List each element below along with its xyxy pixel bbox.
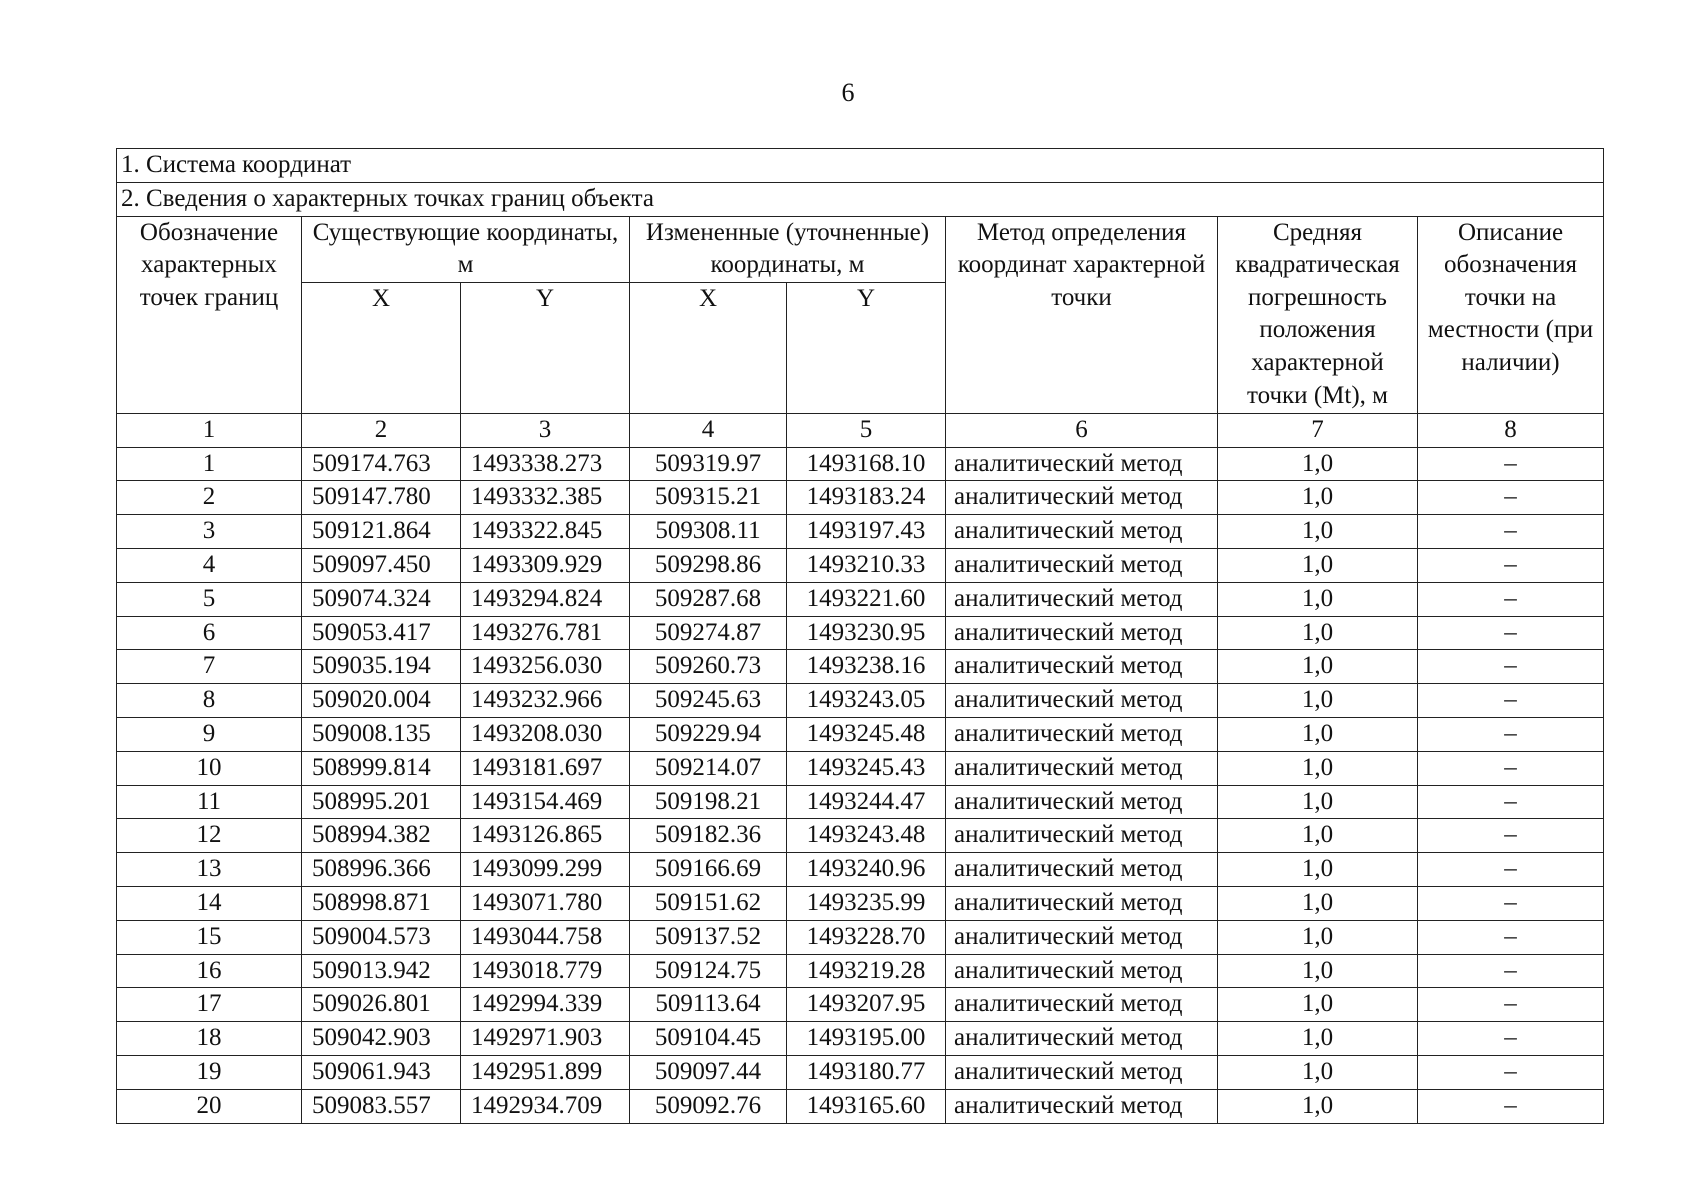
cell-changed-y: 1493244.47 [787,785,946,819]
cell-existing-y: 1493322.845 [461,515,630,549]
cell-changed-x: 509308.11 [630,515,787,549]
cell-existing-x: 508994.382 [302,819,461,853]
cell-error: 1,0 [1218,650,1418,684]
cell-point-number: 7 [117,650,302,684]
table-row [117,785,1604,819]
cell-existing-x: 509097.450 [302,548,461,582]
cell-description: – [1418,751,1604,785]
table-row [117,1055,1604,1089]
cell-description: – [1418,954,1604,988]
cell-point-number: 2 [117,481,302,515]
cell-description: – [1418,1022,1604,1056]
cell-description: – [1418,447,1604,481]
header-existing-coordinates: Существующие координаты, м [302,216,630,282]
cell-error: 1,0 [1218,988,1418,1022]
section-coordinate-system: 1. Система координат [117,149,1604,183]
cell-error: 1,0 [1218,751,1418,785]
cell-method: аналитический метод [946,684,1218,718]
cell-existing-x: 509074.324 [302,582,461,616]
header-row [117,216,1604,282]
cell-changed-x: 509151.62 [630,886,787,920]
table-row [117,548,1604,582]
cell-existing-y: 1493332.385 [461,481,630,515]
cell-changed-y: 1493221.60 [787,582,946,616]
cell-existing-x: 509013.942 [302,954,461,988]
cell-point-number: 10 [117,751,302,785]
cell-changed-x: 509124.75 [630,954,787,988]
cell-existing-x: 509042.903 [302,1022,461,1056]
cell-changed-x: 509113.64 [630,988,787,1022]
cell-point-number: 17 [117,988,302,1022]
cell-changed-y: 1493243.05 [787,684,946,718]
cell-existing-x: 509174.763 [302,447,461,481]
column-number: 6 [946,413,1218,447]
table-row [117,853,1604,887]
cell-changed-y: 1493180.77 [787,1055,946,1089]
cell-description: – [1418,886,1604,920]
cell-existing-y: 1493276.781 [461,616,630,650]
cell-description: – [1418,988,1604,1022]
table-row [117,954,1604,988]
cell-existing-y: 1493294.824 [461,582,630,616]
table-row [117,684,1604,718]
cell-changed-y: 1493245.43 [787,751,946,785]
cell-changed-x: 509315.21 [630,481,787,515]
cell-changed-x: 509245.63 [630,684,787,718]
cell-description: – [1418,853,1604,887]
cell-existing-x: 509026.801 [302,988,461,1022]
cell-existing-x: 508996.366 [302,853,461,887]
cell-existing-x: 509061.943 [302,1055,461,1089]
cell-point-number: 6 [117,616,302,650]
cell-changed-x: 509097.44 [630,1055,787,1089]
cell-description: – [1418,785,1604,819]
cell-changed-x: 509166.69 [630,853,787,887]
cell-changed-x: 509137.52 [630,920,787,954]
cell-method: аналитический метод [946,650,1218,684]
cell-description: – [1418,920,1604,954]
cell-method: аналитический метод [946,1055,1218,1089]
cell-existing-y: 1493044.758 [461,920,630,954]
cell-method: аналитический метод [946,853,1218,887]
cell-method: аналитический метод [946,819,1218,853]
header-changed-coordinates: Измененные (уточненные) координаты, м [630,216,946,282]
cell-error: 1,0 [1218,954,1418,988]
cell-point-number: 16 [117,954,302,988]
cell-changed-y: 1493207.95 [787,988,946,1022]
cell-point-number: 8 [117,684,302,718]
cell-error: 1,0 [1218,920,1418,954]
cell-existing-y: 1492994.339 [461,988,630,1022]
cell-method: аналитический метод [946,447,1218,481]
cell-changed-x: 509214.07 [630,751,787,785]
table-body [117,149,1604,1124]
cell-method: аналитический метод [946,582,1218,616]
header-designation: Обозначение характерных точек границ [117,216,302,413]
cell-existing-y: 1492951.899 [461,1055,630,1089]
cell-method: аналитический метод [946,1089,1218,1123]
table-row [117,717,1604,751]
table-row [117,819,1604,853]
table-row [117,616,1604,650]
cell-method: аналитический метод [946,616,1218,650]
table-row [117,886,1604,920]
cell-error: 1,0 [1218,481,1418,515]
header-error: Средняя квадратическая погрешность положения характерной точки (Mt), м [1218,216,1418,413]
table-row [117,988,1604,1022]
cell-changed-y: 1493183.24 [787,481,946,515]
header-changed-y: Y [787,282,946,413]
cell-existing-x: 508995.201 [302,785,461,819]
cell-error: 1,0 [1218,785,1418,819]
cell-description: – [1418,1055,1604,1089]
cell-point-number: 9 [117,717,302,751]
cell-point-number: 1 [117,447,302,481]
cell-existing-y: 1493181.697 [461,751,630,785]
cell-method: аналитический метод [946,920,1218,954]
cell-point-number: 15 [117,920,302,954]
table-row [117,481,1604,515]
cell-method: аналитический метод [946,1022,1218,1056]
cell-changed-y: 1493245.48 [787,717,946,751]
cell-existing-x: 508999.814 [302,751,461,785]
cell-point-number: 11 [117,785,302,819]
table-row [117,751,1604,785]
cell-point-number: 5 [117,582,302,616]
cell-point-number: 4 [117,548,302,582]
cell-changed-x: 509229.94 [630,717,787,751]
cell-existing-x: 509053.417 [302,616,461,650]
header-changed-x: X [630,282,787,413]
cell-description: – [1418,819,1604,853]
cell-changed-y: 1493235.99 [787,886,946,920]
table-row [117,1089,1604,1123]
cell-error: 1,0 [1218,548,1418,582]
column-number: 5 [787,413,946,447]
cell-existing-y: 1492971.903 [461,1022,630,1056]
cell-changed-y: 1493210.33 [787,548,946,582]
cell-method: аналитический метод [946,954,1218,988]
cell-existing-y: 1493338.273 [461,447,630,481]
cell-description: – [1418,548,1604,582]
cell-existing-y: 1493126.865 [461,819,630,853]
column-number: 8 [1418,413,1604,447]
cell-point-number: 12 [117,819,302,853]
column-number: 2 [302,413,461,447]
cell-method: аналитический метод [946,785,1218,819]
cell-changed-x: 509092.76 [630,1089,787,1123]
cell-changed-x: 509287.68 [630,582,787,616]
table-row [117,920,1604,954]
cell-changed-y: 1493238.16 [787,650,946,684]
cell-description: – [1418,1089,1604,1123]
cell-changed-y: 1493168.10 [787,447,946,481]
cell-changed-y: 1493165.60 [787,1089,946,1123]
cell-existing-x: 509008.135 [302,717,461,751]
cell-point-number: 18 [117,1022,302,1056]
cell-point-number: 3 [117,515,302,549]
cell-description: – [1418,684,1604,718]
cell-error: 1,0 [1218,582,1418,616]
cell-changed-x: 509260.73 [630,650,787,684]
cell-method: аналитический метод [946,988,1218,1022]
cell-point-number: 14 [117,886,302,920]
table-row [117,447,1604,481]
cell-error: 1,0 [1218,717,1418,751]
cell-changed-x: 509182.36 [630,819,787,853]
cell-existing-x: 509035.194 [302,650,461,684]
table-row [117,582,1604,616]
cell-existing-x: 508998.871 [302,886,461,920]
cell-point-number: 19 [117,1055,302,1089]
column-number: 7 [1218,413,1418,447]
header-method: Метод определения координат характерной точки [946,216,1218,413]
cell-changed-x: 509319.97 [630,447,787,481]
cell-method: аналитический метод [946,886,1218,920]
cell-error: 1,0 [1218,886,1418,920]
page-number: 6 [841,78,855,107]
table-row [117,1022,1604,1056]
cell-existing-x: 509147.780 [302,481,461,515]
cell-description: – [1418,650,1604,684]
column-number: 1 [117,413,302,447]
cell-existing-y: 1493309.929 [461,548,630,582]
cell-changed-y: 1493228.70 [787,920,946,954]
cell-changed-y: 1493230.95 [787,616,946,650]
column-number-row [117,413,1604,447]
cell-existing-y: 1493208.030 [461,717,630,751]
cell-changed-x: 509298.86 [630,548,787,582]
section-row-coordinate-system [117,149,1604,183]
cell-changed-x: 509198.21 [630,785,787,819]
column-number: 3 [461,413,630,447]
cell-existing-y: 1493071.780 [461,886,630,920]
cell-changed-y: 1493195.00 [787,1022,946,1056]
cell-error: 1,0 [1218,447,1418,481]
cell-method: аналитический метод [946,515,1218,549]
section-points-info: 2. Сведения о характерных точках границ объекта [117,182,1604,216]
cell-description: – [1418,717,1604,751]
header-existing-y: Y [461,282,630,413]
cell-error: 1,0 [1218,1022,1418,1056]
cell-error: 1,0 [1218,616,1418,650]
cell-point-number: 20 [117,1089,302,1123]
cell-error: 1,0 [1218,1055,1418,1089]
cell-method: аналитический метод [946,751,1218,785]
cell-error: 1,0 [1218,853,1418,887]
cell-changed-y: 1493240.96 [787,853,946,887]
cell-existing-y: 1493256.030 [461,650,630,684]
header-existing-x: X [302,282,461,413]
cell-description: – [1418,616,1604,650]
header-description: Описание обозначения точки на местности (при наличии) [1418,216,1604,413]
cell-existing-x: 509083.557 [302,1089,461,1123]
cell-error: 1,0 [1218,1089,1418,1123]
cell-description: – [1418,515,1604,549]
cell-description: – [1418,582,1604,616]
cell-existing-y: 1493018.779 [461,954,630,988]
cell-changed-x: 509274.87 [630,616,787,650]
column-number: 4 [630,413,787,447]
table-row [117,650,1604,684]
cell-existing-y: 1493232.966 [461,684,630,718]
cell-existing-y: 1492934.709 [461,1089,630,1123]
cell-method: аналитический метод [946,481,1218,515]
cell-error: 1,0 [1218,819,1418,853]
cell-changed-y: 1493219.28 [787,954,946,988]
cell-changed-x: 509104.45 [630,1022,787,1056]
table-row [117,515,1604,549]
cell-changed-y: 1493197.43 [787,515,946,549]
section-row-points-info [117,182,1604,216]
cell-method: аналитический метод [946,717,1218,751]
coordinates-table [116,148,1604,1124]
cell-existing-y: 1493154.469 [461,785,630,819]
cell-existing-y: 1493099.299 [461,853,630,887]
cell-point-number: 13 [117,853,302,887]
cell-changed-y: 1493243.48 [787,819,946,853]
cell-error: 1,0 [1218,515,1418,549]
cell-existing-x: 509020.004 [302,684,461,718]
cell-existing-x: 509121.864 [302,515,461,549]
cell-method: аналитический метод [946,548,1218,582]
cell-error: 1,0 [1218,684,1418,718]
cell-existing-x: 509004.573 [302,920,461,954]
cell-description: – [1418,481,1604,515]
